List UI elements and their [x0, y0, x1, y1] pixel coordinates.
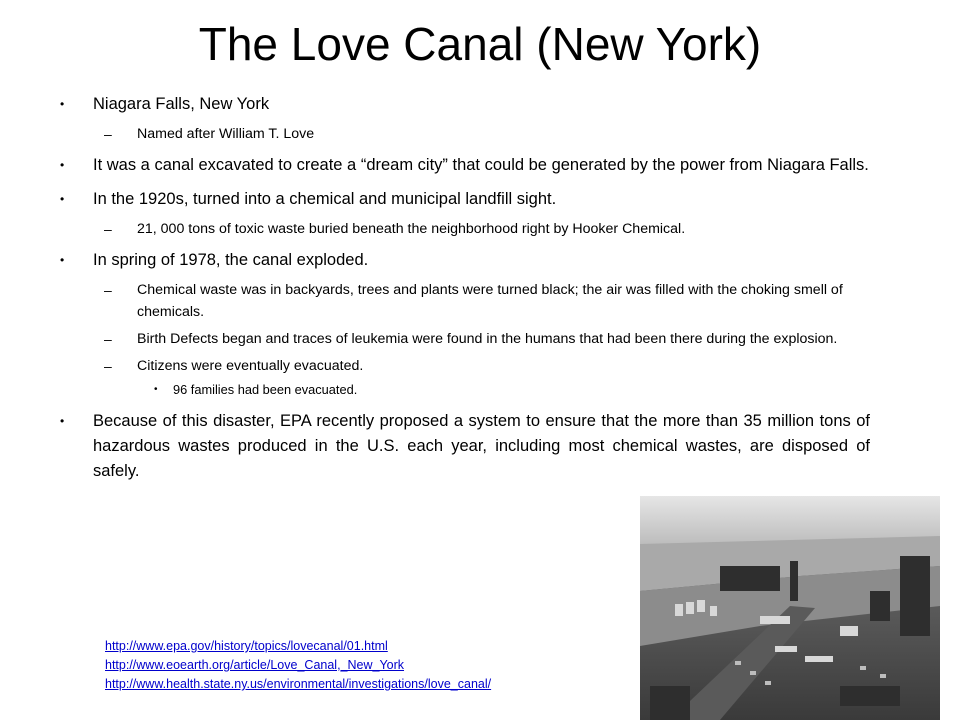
source-links	[105, 637, 491, 694]
bullet-dash-icon: –	[104, 358, 112, 374]
bullet-dot-icon: •	[60, 253, 65, 267]
link-eoearth[interactable]: http://www.eoearth.org/article/Love_Canal,_New_York	[105, 658, 405, 672]
bullet-dash-icon: –	[104, 221, 112, 237]
bullet-dot-icon: •	[60, 414, 65, 428]
bullet-dash-icon: –	[104, 126, 112, 142]
link-health-ny[interactable]: http://www.health.state.ny.us/environmental/investigations/love_canal/	[105, 677, 492, 691]
bullet-dot-icon: •	[60, 192, 65, 206]
bullet-text: In spring of 1978, the canal exploded.	[93, 251, 369, 269]
bullet-text: Birth Defects began and traces of leukemia were found in the humans that had been there during the explosion.	[137, 331, 838, 347]
sub-bullet-item	[60, 355, 870, 377]
slide-title: The Love Canal (New York)	[198, 18, 762, 70]
bullet-item	[60, 409, 870, 484]
bullet-dot-icon: •	[60, 97, 65, 111]
aerial-photo-graphic	[640, 496, 940, 720]
bullet-item	[60, 187, 870, 212]
bullet-text: It was a canal excavated to create a “dream city” that could be generated by the power from Niagara Falls.	[93, 156, 869, 174]
bullet-text: Citizens were eventually evacuated.	[137, 358, 364, 374]
aerial-photo	[640, 496, 940, 720]
link-epa[interactable]: http://www.epa.gov/history/topics/lovecanal/01.html	[105, 639, 388, 653]
bullet-dash-icon: –	[104, 282, 112, 298]
bullet-dot-icon: •	[154, 384, 158, 395]
sub-sub-bullet-item	[60, 381, 870, 399]
sub-bullet-item	[60, 328, 870, 350]
bullet-item	[60, 153, 870, 178]
bullet-text: 96 families had been evacuated.	[173, 382, 358, 397]
bullet-text: 21, 000 tons of toxic waste buried beneath the neighborhood right by Hooker Chemical.	[137, 221, 686, 237]
bullet-text: Chemical waste was in backyards, trees and plants were turned black; the air was filled with the choking smell of chemicals.	[137, 282, 843, 320]
bullet-item	[60, 92, 870, 117]
bullet-dot-icon: •	[60, 158, 65, 172]
sub-bullet-item	[60, 123, 870, 145]
sub-bullet-item	[60, 218, 870, 240]
bullet-text: Named after William T. Love	[137, 126, 315, 142]
bullet-list	[60, 92, 870, 493]
bullet-text: In the 1920s, turned into a chemical and municipal landfill sight.	[93, 190, 557, 208]
bullet-item	[60, 248, 870, 273]
bullet-text: Because of this disaster, EPA recently proposed a system to ensure that the more than 35 million tons of hazardous wastes produced in the U.S. each year, including most chemical wastes, are disposed of safely.	[93, 412, 870, 480]
bullet-text: Niagara Falls, New York	[93, 95, 270, 113]
sub-bullet-item	[60, 279, 870, 323]
bullet-dash-icon: –	[104, 331, 112, 347]
